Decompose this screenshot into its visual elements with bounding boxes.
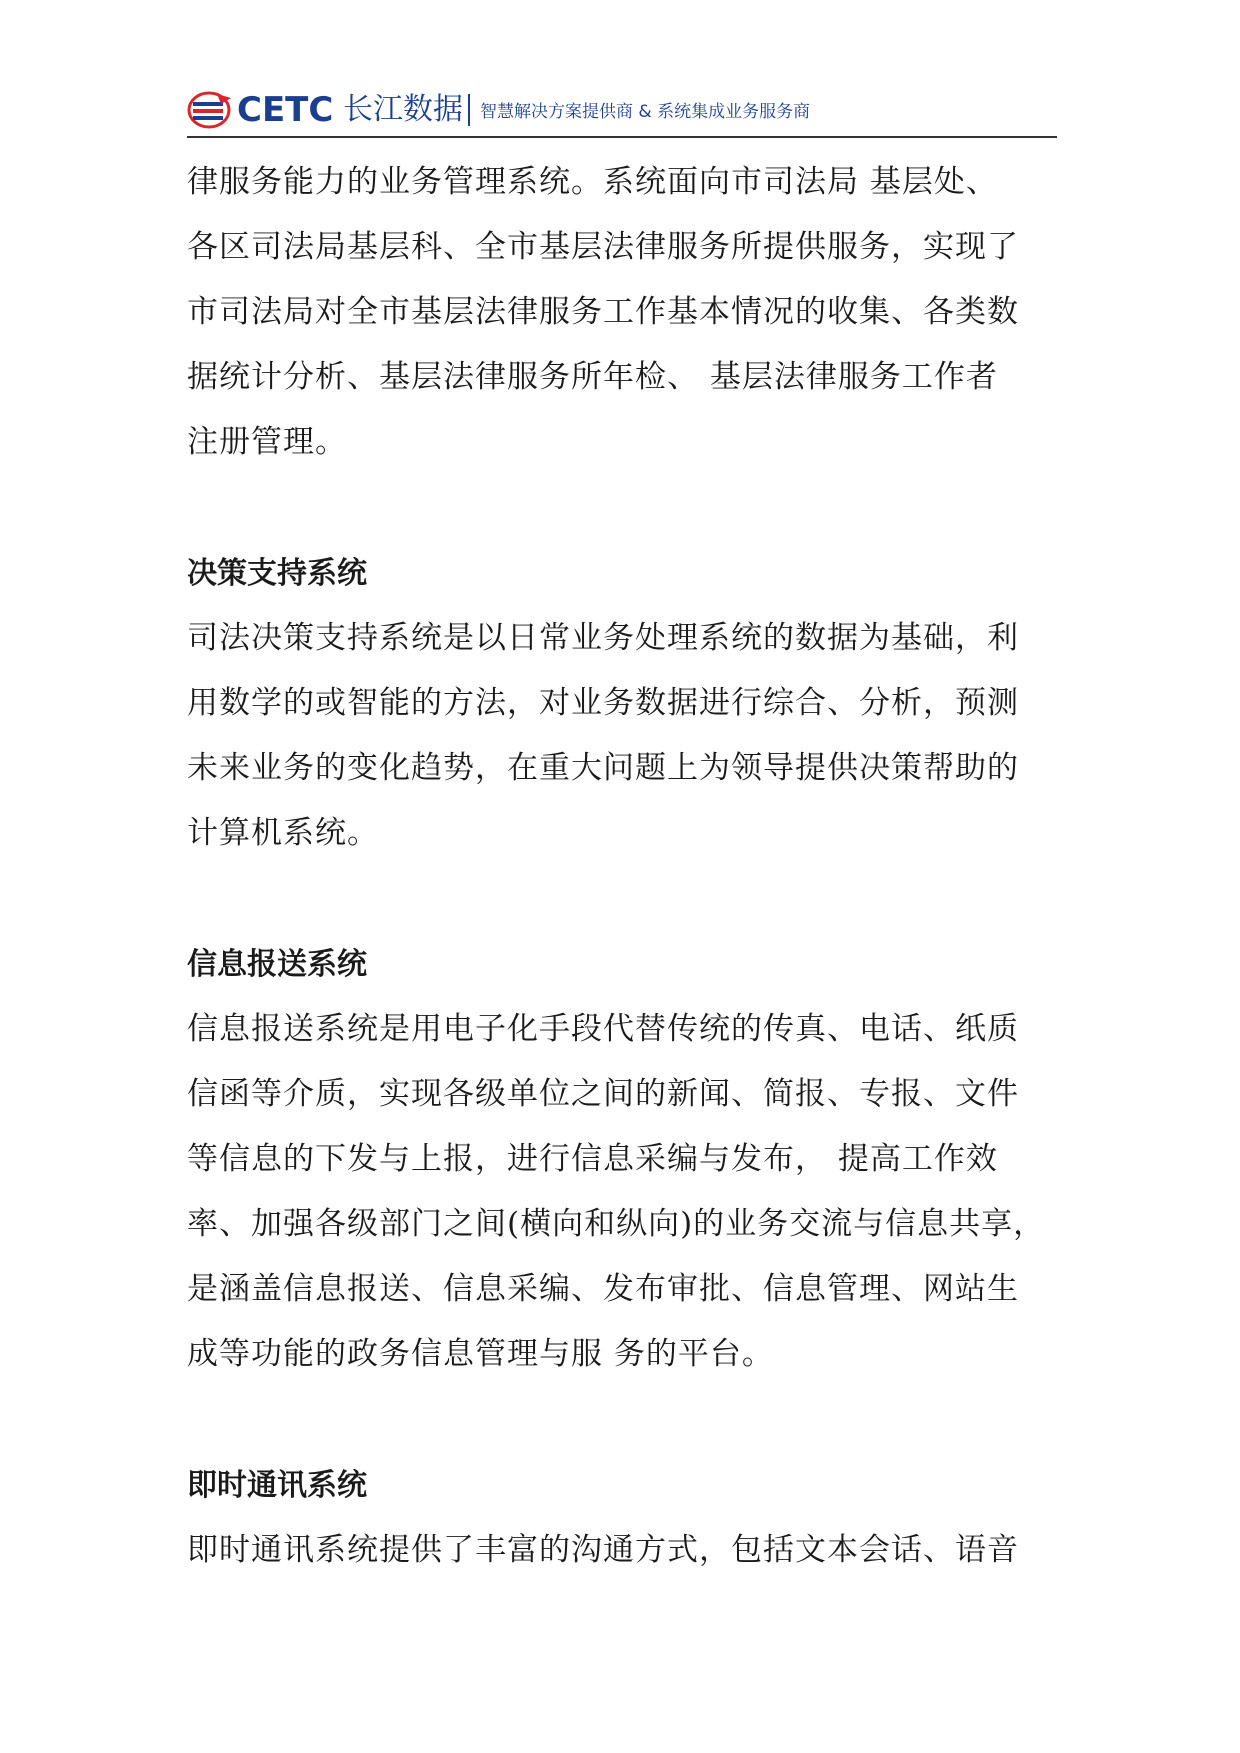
paragraph-line: 信函等介质，实现各级单位之间的新闻、简报、专报、文件: [187, 1076, 1019, 1112]
section-heading: 即时通讯系统: [187, 1468, 367, 1503]
section-heading: 决策支持系统: [187, 556, 367, 591]
paragraph-line: 率、加强各级部门之间(横向和纵向)的业务交流与信息共享，: [187, 1206, 1046, 1242]
logo-text: CETC: [237, 90, 334, 130]
paragraph-line: 信息报送系统是用电子化手段代替传统的传真、电话、纸质: [187, 1011, 1019, 1047]
section-gap: [187, 475, 1057, 541]
cetc-logo-icon: [187, 90, 235, 130]
header-divider: [468, 94, 470, 126]
page-header: [187, 84, 1057, 136]
paragraph-line: 未来业务的变化趋势，在重大问题上为领导提供决策帮助的: [187, 750, 1019, 786]
paragraph-line: 用数学的或智能的方法，对业务数据进行综合、分析，预测: [187, 685, 1019, 721]
paragraph-line: 各区司法局基层科、全市基层法律服务所提供服务，实现了: [187, 229, 1019, 265]
paragraph-line: 成等功能的政务信息管理与服 务的平台。: [187, 1336, 774, 1372]
header-rule: [187, 136, 1057, 138]
section-gap: [187, 866, 1057, 932]
paragraph-line: 市司法局对全市基层法律服务工作基本情况的收集、各类数: [187, 294, 1019, 330]
paragraph-line: 律服务能力的业务管理系统。系统面向市司法局 基层处、: [187, 164, 998, 200]
paragraph-line: 计算机系统。: [187, 815, 379, 851]
im-section: [187, 1453, 1057, 1583]
header-slogan: 智慧解决方案提供商 & 系统集成业务服务商: [480, 102, 811, 122]
section-gap: [187, 1387, 1057, 1453]
paragraph-line: 是涵盖信息报送、信息采编、发布审批、信息管理、网站生: [187, 1271, 1019, 1307]
paragraph-line: 注册管理。: [187, 424, 347, 460]
logo-chinese-name: 长江数据: [343, 92, 463, 127]
decision-section: [187, 541, 1057, 866]
paragraph-line: 即时通讯系统提供了丰富的沟通方式，包括文本会话、语音: [187, 1532, 1019, 1568]
section-heading: 信息报送系统: [187, 947, 367, 982]
paragraph-line: 等信息的下发与上报，进行信息采编与发布， 提高工作效: [187, 1141, 998, 1177]
document-body: [187, 150, 1057, 1583]
paragraph-line: 司法决策支持系统是以日常业务处理系统的数据为基础，利: [187, 620, 1019, 656]
intro-section: [187, 150, 1057, 475]
paragraph-line: 据统计分析、基层法律服务所年检、 基层法律服务工作者: [187, 359, 998, 395]
info-section: [187, 932, 1057, 1387]
